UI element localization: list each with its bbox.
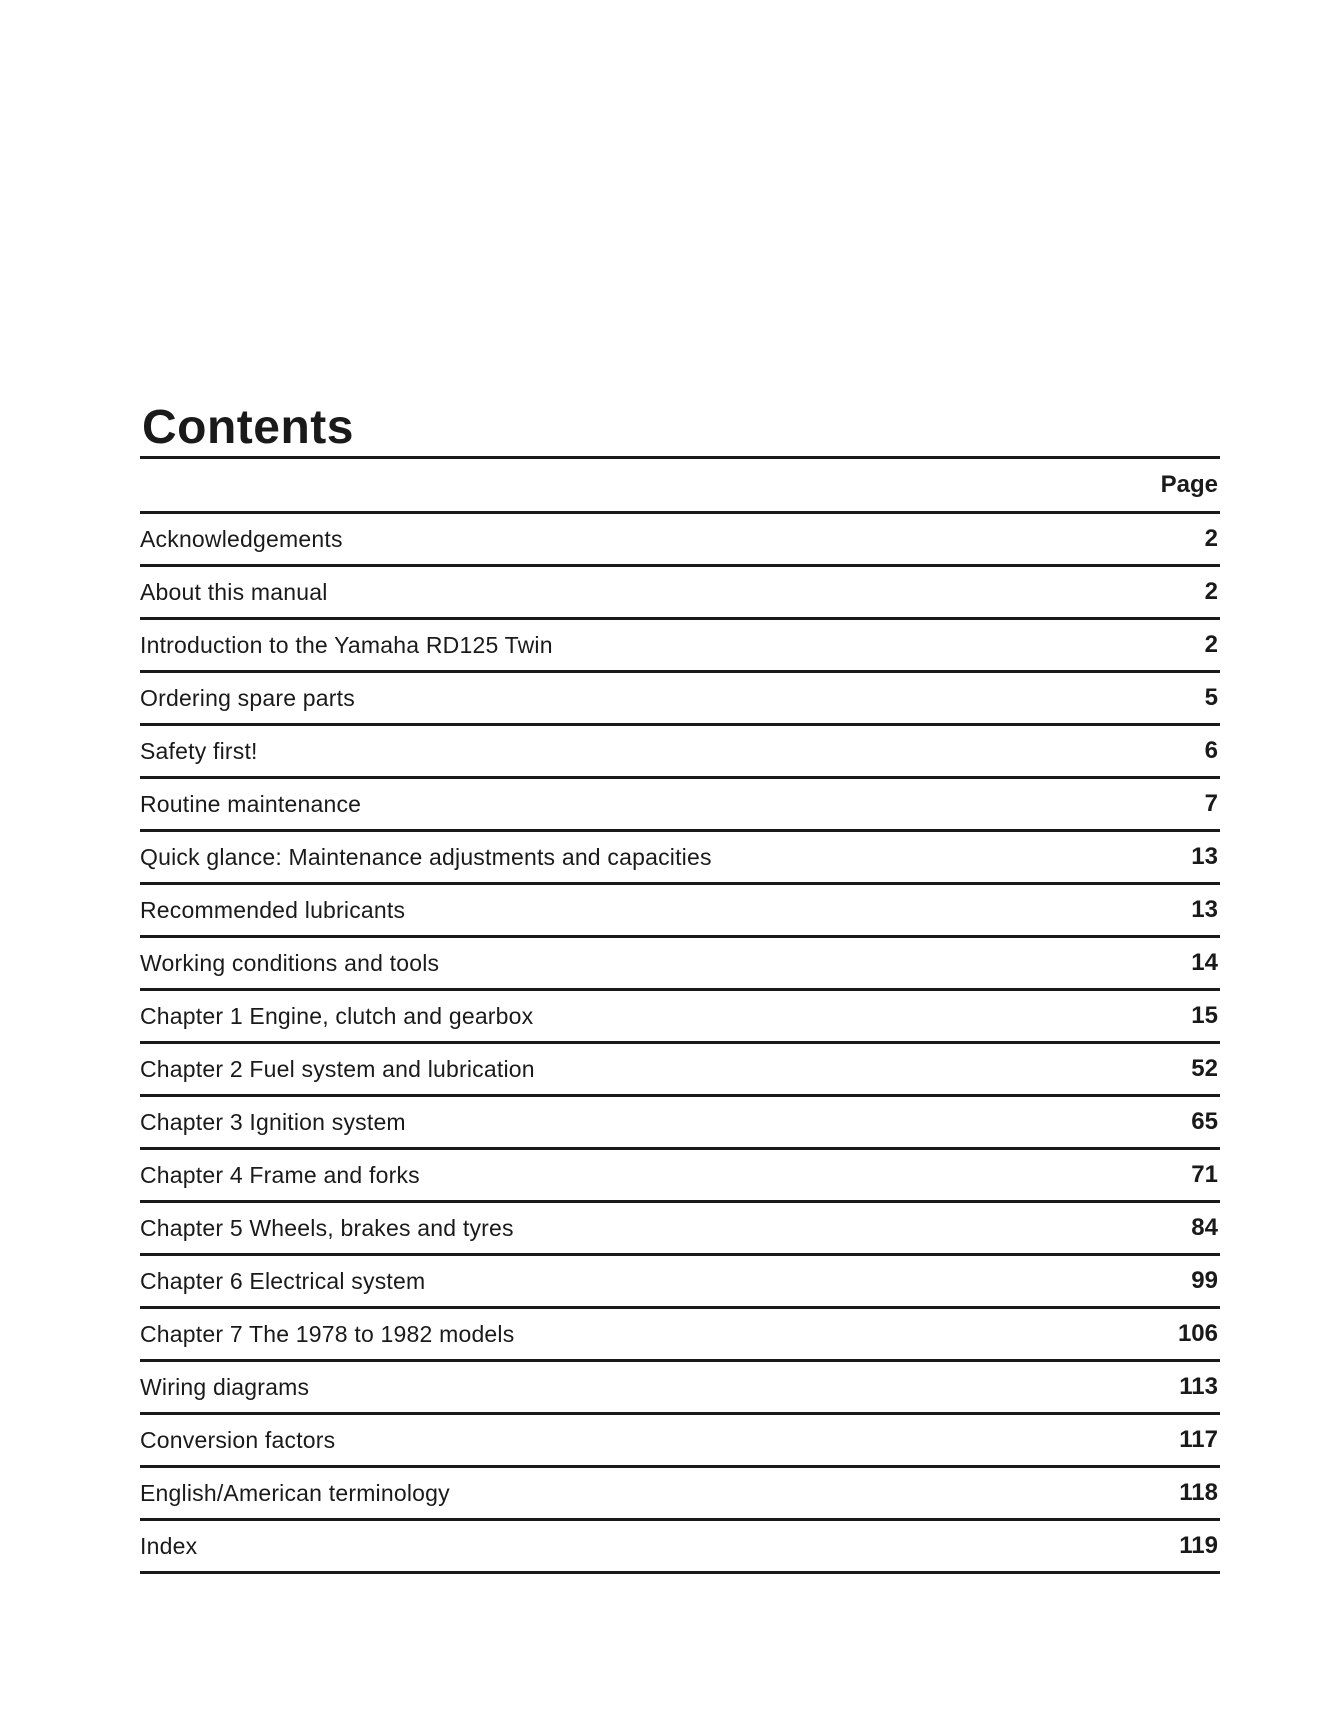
toc-entry-label: About this manual — [140, 578, 328, 605]
toc-entry-label: Chapter 5 Wheels, brakes and tyres — [140, 1214, 514, 1241]
toc-entry-label: Chapter 2 Fuel system and lubrication — [140, 1055, 535, 1082]
toc-entry-page: 13 — [1191, 896, 1218, 923]
toc-entry-label: English/American terminology — [140, 1479, 450, 1506]
page-title: Contents — [142, 401, 354, 454]
toc-row[interactable] — [140, 1518, 1220, 1571]
toc-entry-page: 13 — [1191, 843, 1218, 870]
toc-entry-label: Safety first! — [140, 737, 258, 764]
toc-entry-page: 84 — [1191, 1214, 1218, 1241]
toc-row[interactable] — [140, 1200, 1220, 1253]
toc-entry-page: 117 — [1179, 1426, 1218, 1453]
toc-entry-label: Acknowledgements — [140, 525, 343, 552]
toc-row[interactable] — [140, 564, 1220, 617]
bottom-rule — [140, 1571, 1220, 1574]
toc-entry-label: Chapter 6 Electrical system — [140, 1267, 426, 1294]
toc-entry-page: 118 — [1179, 1479, 1218, 1506]
toc-entry-label: Ordering spare parts — [140, 684, 355, 711]
page-column-header: Page — [1160, 471, 1218, 498]
toc-entry-label: Chapter 1 Engine, clutch and gearbox — [140, 1002, 534, 1029]
toc-entry-page: 14 — [1191, 949, 1218, 976]
toc-entry-label: Index — [140, 1532, 198, 1559]
toc-entry-label: Conversion factors — [140, 1426, 336, 1453]
toc-row[interactable] — [140, 1041, 1220, 1094]
toc-entry-page: 52 — [1191, 1055, 1218, 1082]
toc-entry-page: 65 — [1191, 1108, 1218, 1135]
toc-entry-page: 2 — [1204, 578, 1218, 605]
contents-section — [140, 400, 1220, 1574]
toc-row[interactable] — [140, 1306, 1220, 1359]
toc-entry-label: Chapter 3 Ignition system — [140, 1108, 406, 1135]
toc-entry-page: 99 — [1191, 1267, 1218, 1294]
toc-entry-label: Working conditions and tools — [140, 949, 440, 976]
toc-entry-page: 15 — [1191, 1002, 1218, 1029]
toc-row[interactable] — [140, 723, 1220, 776]
toc-row[interactable] — [140, 1094, 1220, 1147]
toc-row[interactable] — [140, 829, 1220, 882]
toc-entry-label: Wiring diagrams — [140, 1373, 310, 1400]
toc-row[interactable] — [140, 988, 1220, 1041]
toc-row[interactable] — [140, 1147, 1220, 1200]
toc-row[interactable] — [140, 617, 1220, 670]
toc-row[interactable] — [140, 670, 1220, 723]
toc-entry-label: Chapter 7 The 1978 to 1982 models — [140, 1320, 515, 1347]
toc-row[interactable] — [140, 1412, 1220, 1465]
toc-entry-page: 71 — [1191, 1161, 1218, 1188]
toc-row[interactable] — [140, 511, 1220, 564]
toc-row[interactable] — [140, 1359, 1220, 1412]
toc-row[interactable] — [140, 1253, 1220, 1306]
toc-entry-page: 7 — [1204, 790, 1218, 817]
toc-row[interactable] — [140, 1465, 1220, 1518]
toc-row[interactable] — [140, 935, 1220, 988]
toc-entry-label: Introduction to the Yamaha RD125 Twin — [140, 631, 553, 658]
toc-entry-label: Quick glance: Maintenance adjustments and capacities — [140, 843, 712, 870]
toc-entry-page: 2 — [1204, 631, 1218, 658]
toc-row[interactable] — [140, 776, 1220, 829]
toc-entry-label: Routine maintenance — [140, 790, 362, 817]
toc-entry-page: 2 — [1204, 525, 1218, 552]
toc-entry-label: Chapter 4 Frame and forks — [140, 1161, 420, 1188]
toc-entry-page: 113 — [1179, 1373, 1218, 1400]
toc-entry-page: 106 — [1177, 1320, 1218, 1347]
toc-entry-page: 5 — [1204, 684, 1218, 711]
toc-entry-page: 119 — [1179, 1532, 1218, 1559]
toc-entry-label: Recommended lubricants — [140, 896, 406, 923]
toc-row[interactable] — [140, 882, 1220, 935]
toc-entry-page: 6 — [1204, 737, 1218, 764]
